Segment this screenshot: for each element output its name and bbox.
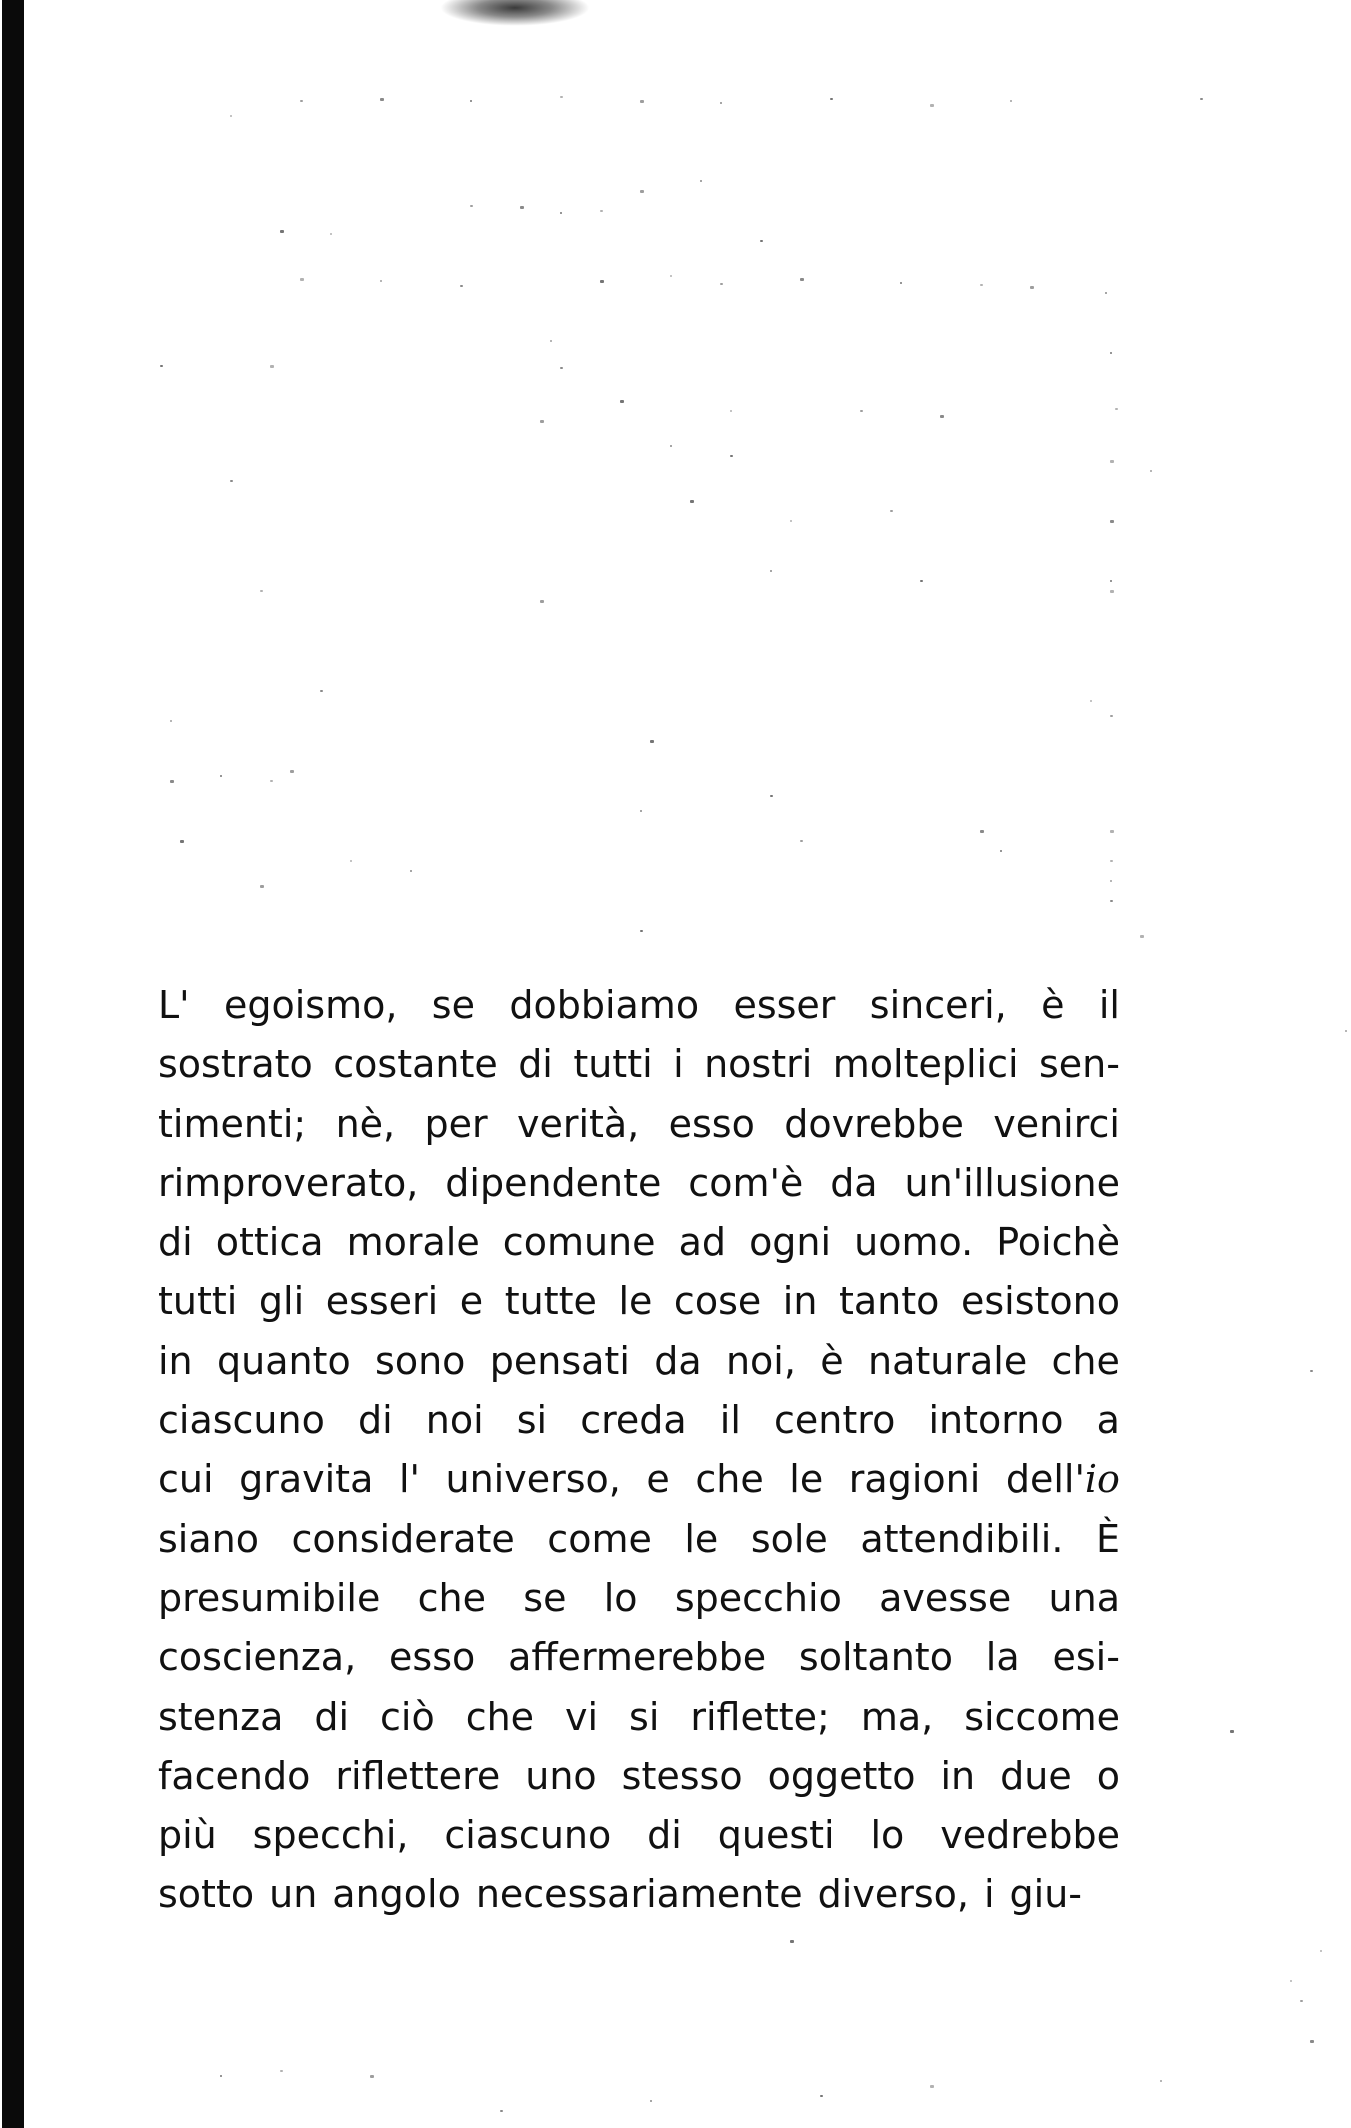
- speckle: [560, 212, 562, 214]
- word: coscienza,: [158, 1635, 357, 1680]
- text-line: [158, 1154, 1120, 1213]
- speckle: [600, 280, 604, 283]
- speckle: [650, 740, 654, 743]
- word: sole: [750, 1516, 828, 1561]
- speckle: [720, 283, 723, 285]
- word: le: [789, 1457, 824, 1502]
- word: che: [1051, 1338, 1120, 1383]
- speckle: [330, 233, 332, 235]
- word: uomo.: [854, 1220, 974, 1265]
- speckle: [170, 720, 172, 722]
- speckle: [670, 275, 672, 277]
- speckle: [1110, 900, 1113, 902]
- speckle: [1110, 580, 1112, 582]
- speckle: [600, 210, 603, 212]
- word: se: [431, 983, 475, 1027]
- speckle: [540, 600, 544, 603]
- word: specchio: [674, 1575, 842, 1620]
- word: riflette;: [690, 1694, 830, 1739]
- word: È: [1095, 1516, 1120, 1561]
- word: in: [940, 1753, 976, 1798]
- speckle: [170, 780, 174, 783]
- word: vi: [565, 1694, 599, 1739]
- speckle: [1140, 935, 1144, 938]
- speckle: [470, 100, 472, 102]
- word: pensati: [489, 1338, 630, 1383]
- speckle: [930, 2085, 934, 2088]
- speckle: [640, 930, 643, 932]
- word: che: [417, 1575, 486, 1620]
- speckle: [410, 870, 412, 872]
- speckle: [1300, 2000, 1303, 2002]
- text-line: [158, 1035, 1120, 1094]
- word: da: [830, 1160, 878, 1205]
- word: affermerebbe: [508, 1635, 767, 1680]
- word: dell'io: [1005, 1457, 1120, 1502]
- word: esso: [389, 1635, 476, 1680]
- text-line: [158, 1569, 1120, 1628]
- word: è: [1041, 983, 1065, 1027]
- word: attendibili.: [860, 1516, 1064, 1561]
- word: sotto: [158, 1872, 255, 1917]
- word: tutte: [504, 1279, 597, 1324]
- speckle: [540, 420, 544, 423]
- word: un: [269, 1872, 318, 1917]
- word: di: [158, 1220, 193, 1265]
- word: quanto: [216, 1338, 351, 1383]
- word: di: [647, 1813, 682, 1858]
- speckle: [270, 365, 274, 368]
- word: centro: [774, 1398, 896, 1443]
- speckle: [700, 180, 702, 182]
- word: due: [1000, 1753, 1072, 1798]
- speckle: [1230, 1730, 1234, 1733]
- word: o: [1096, 1753, 1120, 1798]
- speckle: [1200, 98, 1203, 100]
- speckle: [350, 860, 352, 862]
- word: oggetto: [767, 1753, 916, 1798]
- speckle: [830, 98, 833, 100]
- word: ciascuno: [158, 1398, 325, 1443]
- word: i: [983, 1872, 995, 1917]
- text-line: [158, 1332, 1120, 1391]
- speckle: [1110, 830, 1114, 833]
- word: siccome: [964, 1694, 1120, 1739]
- word: soltanto: [798, 1635, 953, 1680]
- word: che: [695, 1457, 764, 1502]
- word: necessariamente: [475, 1872, 803, 1917]
- word: le: [618, 1279, 653, 1324]
- text-line: [158, 1510, 1120, 1569]
- speckle: [1030, 286, 1034, 289]
- word: questi: [717, 1813, 835, 1858]
- word: sen-: [1038, 1042, 1120, 1087]
- word: costante: [333, 1042, 498, 1087]
- word: nè,: [335, 1101, 396, 1146]
- speckle: [560, 367, 563, 369]
- word: diverso,: [817, 1872, 969, 1917]
- speckle: [500, 2110, 503, 2112]
- text-line: [158, 1806, 1120, 1865]
- word: i: [673, 1042, 684, 1087]
- word: universo,: [445, 1457, 621, 1502]
- speckle: [470, 205, 473, 207]
- speckle: [800, 278, 804, 281]
- word: sostrato: [158, 1042, 313, 1087]
- speckle: [790, 520, 792, 522]
- word: intorno: [928, 1398, 1064, 1443]
- speckle: [1150, 470, 1152, 472]
- speckle: [230, 115, 232, 117]
- body-paragraph: [158, 976, 1120, 1925]
- speckle: [380, 280, 382, 282]
- word: in: [158, 1338, 193, 1383]
- speckle: [1160, 2080, 1162, 2082]
- word: vedrebbe: [940, 1813, 1120, 1858]
- speckle: [1290, 1980, 1292, 1982]
- text-line: [158, 1272, 1120, 1331]
- word: facendo: [158, 1753, 311, 1798]
- speckle: [1110, 880, 1112, 882]
- word: si: [629, 1694, 660, 1739]
- speckle: [720, 102, 722, 104]
- word: esistono: [960, 1279, 1120, 1324]
- speckle: [650, 2100, 652, 2102]
- word: naturale: [868, 1338, 1028, 1383]
- word: il: [1098, 983, 1120, 1027]
- text-line: [158, 1688, 1120, 1747]
- word: più: [158, 1813, 217, 1858]
- speckle: [920, 580, 923, 582]
- word: giu-: [1009, 1872, 1083, 1917]
- word: Poichè: [996, 1220, 1120, 1265]
- speckle: [1090, 700, 1092, 702]
- word: e: [459, 1279, 484, 1324]
- word: una: [1048, 1575, 1120, 1620]
- word: ogni: [749, 1220, 832, 1265]
- speckle: [270, 780, 273, 782]
- word: sinceri,: [869, 983, 1007, 1027]
- word: ma,: [860, 1694, 934, 1739]
- speckle: [1000, 850, 1002, 852]
- speckle: [1105, 292, 1107, 294]
- speckle: [1310, 1370, 1313, 1372]
- word: esso: [668, 1101, 755, 1146]
- word: esser: [733, 983, 836, 1027]
- word: le: [684, 1516, 719, 1561]
- word: noi: [425, 1398, 484, 1443]
- text-line: [158, 976, 1120, 1035]
- word: come: [547, 1516, 652, 1561]
- speckle: [280, 2070, 283, 2072]
- speckle: [1010, 100, 1012, 102]
- speckle: [1110, 715, 1113, 717]
- speckle: [370, 2075, 374, 2078]
- word: gravita: [239, 1457, 374, 1502]
- word: riflettere: [335, 1753, 501, 1798]
- word: che: [465, 1694, 535, 1739]
- speckle: [890, 510, 893, 512]
- word: ottica: [215, 1220, 324, 1265]
- speckle: [640, 190, 644, 193]
- speckle: [290, 770, 294, 773]
- speckle: [300, 278, 304, 281]
- word: ciascuno: [444, 1813, 612, 1858]
- word: comune: [502, 1220, 656, 1265]
- word: specchi,: [252, 1813, 409, 1858]
- word: noi,: [725, 1338, 796, 1383]
- word: a: [1096, 1398, 1120, 1443]
- word: creda: [580, 1398, 687, 1443]
- word: ad: [678, 1220, 726, 1265]
- speckle: [1110, 352, 1112, 354]
- speckle: [260, 590, 263, 592]
- speckle: [980, 284, 983, 286]
- word: e: [646, 1457, 670, 1502]
- text-line: [158, 1747, 1120, 1806]
- speckle: [690, 500, 694, 503]
- word: L': [158, 983, 190, 1027]
- text-line: [158, 1213, 1120, 1272]
- word: esi-: [1052, 1635, 1120, 1680]
- word: morale: [346, 1220, 480, 1265]
- word: molteplici: [832, 1042, 1019, 1087]
- speckle: [1115, 408, 1118, 410]
- word: venirci: [993, 1101, 1120, 1146]
- word: stesso: [621, 1753, 743, 1798]
- text-line: [158, 1628, 1120, 1687]
- word: di: [518, 1042, 553, 1087]
- word: nostri: [704, 1042, 813, 1087]
- word: ciò: [380, 1694, 435, 1739]
- speckle: [940, 415, 944, 418]
- speckle: [1345, 1030, 1347, 1032]
- ink-smudge: [440, 0, 590, 26]
- word: per: [424, 1101, 488, 1146]
- speckle: [930, 104, 934, 107]
- speckle: [160, 365, 163, 367]
- word: si: [516, 1398, 548, 1443]
- word: dipendente: [445, 1160, 662, 1205]
- speckle: [860, 410, 863, 412]
- word: considerate: [291, 1516, 515, 1561]
- word: angolo: [332, 1872, 461, 1917]
- speckle: [730, 410, 732, 412]
- speckle: [1320, 1950, 1322, 1952]
- speckle: [640, 100, 644, 103]
- speckle: [300, 100, 303, 102]
- speckle: [560, 96, 563, 98]
- word: siano: [158, 1516, 259, 1561]
- word: tutti: [158, 1279, 238, 1324]
- speckle: [620, 400, 624, 403]
- speckle: [1110, 860, 1113, 862]
- text-line: [158, 1095, 1120, 1154]
- word: timenti;: [158, 1101, 307, 1146]
- word: dovrebbe: [784, 1101, 964, 1146]
- word: esseri: [325, 1279, 439, 1324]
- word: gli: [258, 1279, 305, 1324]
- word: ragioni: [848, 1457, 981, 1502]
- word: uno: [525, 1753, 597, 1798]
- speckle: [1310, 2040, 1314, 2043]
- word: avesse: [879, 1575, 1012, 1620]
- word: cose: [673, 1279, 762, 1324]
- word: da: [654, 1338, 702, 1383]
- word: la: [985, 1635, 1020, 1680]
- speckle: [1110, 460, 1114, 463]
- word: il: [719, 1398, 741, 1443]
- word: lo: [870, 1813, 905, 1858]
- speckle: [900, 282, 902, 284]
- word: sono: [375, 1338, 466, 1383]
- speckle: [380, 98, 384, 101]
- word: presumibile: [158, 1575, 381, 1620]
- speckle: [280, 230, 284, 233]
- speckle: [770, 795, 773, 797]
- speckle: [790, 1940, 794, 1943]
- word: in: [782, 1279, 818, 1324]
- word: rimproverato,: [158, 1160, 419, 1205]
- word: verità,: [516, 1101, 640, 1146]
- speckle: [230, 480, 233, 482]
- binding-edge: [2, 0, 24, 2128]
- word: com'è: [688, 1160, 804, 1205]
- speckle: [640, 810, 642, 812]
- speckle: [730, 455, 733, 457]
- word: l': [398, 1457, 420, 1502]
- speckle: [1110, 590, 1114, 593]
- speckle: [550, 340, 552, 342]
- word: cui: [158, 1457, 214, 1502]
- speckle: [220, 2075, 222, 2077]
- speckle: [770, 570, 772, 572]
- text-line: [158, 1450, 1120, 1509]
- speckle: [800, 840, 803, 842]
- speckle: [260, 885, 264, 888]
- word: tutti: [573, 1042, 653, 1087]
- speckle: [460, 285, 463, 287]
- word: un'illusione: [904, 1160, 1120, 1205]
- word: lo: [603, 1575, 638, 1620]
- speckle: [520, 206, 524, 209]
- word: tanto: [839, 1279, 940, 1324]
- text-line: [158, 1391, 1120, 1450]
- speckle: [1110, 520, 1114, 523]
- speckle: [180, 840, 184, 843]
- speckle: [980, 830, 984, 833]
- word: è: [820, 1338, 844, 1383]
- speckle: [220, 775, 222, 777]
- word: egoismo,: [223, 983, 398, 1027]
- word: stenza: [158, 1694, 284, 1739]
- speckle: [760, 240, 763, 242]
- word: dobbiamo: [509, 983, 700, 1027]
- word: se: [523, 1575, 567, 1620]
- word: di: [357, 1398, 393, 1443]
- speckle: [320, 690, 323, 692]
- word: di: [314, 1694, 350, 1739]
- speckle: [670, 445, 672, 447]
- text-line: [158, 1865, 1120, 1924]
- speckle: [820, 2095, 823, 2097]
